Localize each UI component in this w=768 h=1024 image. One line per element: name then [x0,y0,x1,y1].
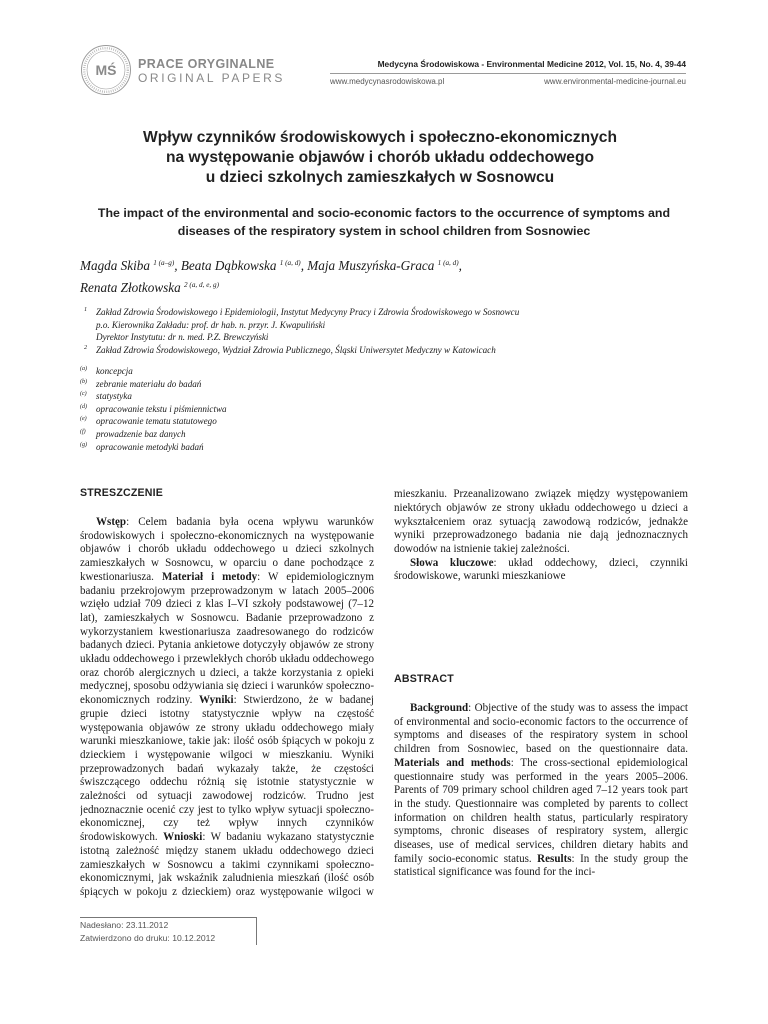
article-type-label [138,57,285,86]
author-separator: , [300,258,308,273]
role-key: (d) [80,403,87,410]
author-affiliation-sup: 1 (a, d) [437,259,459,267]
role-text: koncepcja [96,366,133,376]
header-rule [330,73,686,74]
title-pl-line: na występowanie objawów i chorób układu oddechowego [165,149,594,166]
abstract-part: : In the study group the statistical significance was found for the inci- [394,852,688,879]
role-key: (c) [80,391,87,398]
affiliation-director: Dyrektor Instytutu: dr n. med. P.Z. Brewczyński [96,332,269,343]
streszczenie-heading: STRESZCZENIE [80,487,164,499]
title-en-line: The impact of the environmental and socio-economic factors to the occurrence of symptoms and [97,206,671,220]
affiliation-text: Zakład Zdrowia Środowiskowego i Epidemiologii, Instytut Medycyny Pracy i Zdrowia Środowiskowego w Sosnowcu [96,307,520,317]
role-text: statystyka [96,391,132,402]
streszczenie-column-2 [394,488,688,628]
affiliation-head: p.o. Kierownika Zakładu: prof. dr hab. n. przyr. J. Kwapuliński [96,319,326,330]
abstract-part: : Objective of the study was to assess the impact of environmental and socio-economic factors to the occurrence of symptoms and diseases of the respiratory system in school children from Sosnowiec, based on the questionnaire data. [394,702,688,756]
label-wstep: Wstęp [96,516,127,528]
journal-header [330,58,686,87]
role-key: (b) [80,378,87,385]
author-contributions [80,365,380,453]
role-text: opracowanie tematu statutowego [96,416,217,427]
streszczenie-column-1 [80,516,374,900]
article-type-pl: PRACE ORYGINALNE [138,57,275,71]
received-date: Nadesłano: 23.11.2012 [80,920,169,930]
author-affiliation-sup: 1 (a, d) [279,259,301,267]
streszczenie-part: : W badaniu wykazano statystycznie istotną zależność między stanem układu oddechowego dzieci zamieszkałych w Sosnowcu a takimi czynnikami społeczno-ekonomicznymi, jak wskaźnik zaludnienia mieszkań (ilość osób śpiących w pokoju z dzieckiem) oraz występowanie wilgoci w [80,831,374,898]
abstract-heading: ABSTRACT [394,673,454,685]
author-name: Beata Dąbkowska [180,258,277,273]
role-text: opracowanie metodyki badań [96,441,204,452]
title-polish [100,128,660,188]
streszczenie-part: : W epidemiologicznym badaniu przekrojowym przeprowadzonym w latach 2005–2006 wzięło udział 709 dzieci z klas I–VI szkoły podstawowej (7–12 lat), zamieszkałych w Sosnowcu. Badanie przeprowadzono z wykorzystaniem kwestionariusza zaadresowanego do rodziców badanych dzieci. Pytania ankietowe dotyczyły objawów ze strony układu oddechowego i przewlekłych chorób układu oddechowego oraz chorób alergicznych u dzieci, a także korzystania z opieki medycznej, sposobu odżywiania się dzieci i warunków społeczno-ekonomicznych rodziny. [80,570,374,707]
title-en-line: diseases of the respiratory system in school children from Sosnowiec [177,224,591,238]
streszczenie-continuation [394,488,688,584]
label-results: Results [537,852,572,865]
title-english [80,204,688,240]
journal-logo-seal [80,44,132,96]
role-key: (g) [80,441,87,448]
journal-url-pl[interactable]: www.medycynasrodowiskowa.pl [330,77,445,86]
author-list [80,254,680,297]
affiliation-text: Zakład Zdrowia Środowiskowego, Wydział Zdrowia Publicznego, Śląski Uniwersytet Medyczny w Katowicach [96,344,496,355]
journal-title: Medycyna Środowiskowa - Environmental Medicine 2012, Vol. 15, No. 4, 39-44 [377,59,686,69]
role-key: (a) [80,366,87,372]
role-key: (f) [80,428,86,435]
affiliation-number: 1 [84,306,88,313]
logo-mark: MŚ [95,62,117,78]
label-keywords-continued: Słowa kluczowe [410,556,494,569]
abstract-text [394,702,688,902]
title-pl-line: Wpływ czynników środowiskowych i społeczno-ekonomicznych [143,129,617,146]
author-affiliation-sup: 1 (a–g) [153,259,175,267]
label-wyniki: Wyniki [199,694,234,707]
affiliation-number: 2 [84,343,88,351]
streszczenie-part-continued: mieszkaniu. Przeanalizowano związek między występowaniem niektórych objawów ze strony układu oddechowego u dzieci a wykształceniem oraz sytuacją zawodową rodziców, jednakże wyniki przeprowadzonego badania nie dają jednoznacznych dowodów na istnienie takiej zależności. [394,488,688,555]
abstract-part: : The cross-sectional epidemiological questionnaire study was performed in the years 2005–2006. Parents of 709 primary school children aged 7–12 years took part in the study. Questionnaire was completed by parents to collect information on children health status, particularly respiratory symptoms, chronic diseases of respiratory system, allergic diseases, use of medical services, children dietary habits and family socio-economic status. [394,756,688,865]
streszczenie-part: : Celem badania była ocena wpływu warunków środowiskowych i społeczno-ekonomicznych na występowanie objawów i chorób układu oddechowego u dzieci szkolnych zamieszkałych w Sosnowcu, w oparciu o dane pochodzące z kwestionariusza. [80,516,374,583]
label-background: Background [410,702,469,714]
author-name: Maja Muszyńska-Graca [307,258,435,273]
role-text: prowadzenie baz danych [96,428,186,439]
author-name: Renata Złotkowska [80,279,181,295]
article-type-en: ORIGINAL PAPERS [138,71,286,85]
role-key: (e) [80,416,87,423]
submission-dates [80,917,257,945]
title-pl-line: u dzieci szkolnych zamieszkałych w Sosnowcu [205,169,555,186]
streszczenie-text [80,516,374,900]
role-text: zebranie materiału do badań [96,378,202,389]
streszczenie-part: : Stwierdzono, że w badanej grupie dzieci istotny statystycznie wpływ na częstość występowania objawów ze strony układu oddechowego miały warunki mieszkaniowe, takie jak: ilość osób śpiących w pokoju z dzieckiem i występowanie wilgoci w mieszkaniu. Wyniki przeprowadzonych badań wykazały także, że częstości świszczącego oddechu różnią się istotnie statystycznie w zależności od sytuacji zawodowej rodziców. Trudno jest jednoznacznie ocenić czy jest to tylko wpływ sytuacji społeczno-ekonomicznej, czy też wpływ innych czynników środowiskowych. [80,694,374,844]
author-separator: , [174,258,181,273]
affiliations [80,306,680,356]
label-material: Materiał i metody [161,570,258,583]
keywords-text-continued: : układ oddechowy, dzieci, czynniki środowiskowe, warunki mieszkaniowe [394,556,688,583]
author-separator: , [458,258,462,273]
streszczenie-text [394,488,688,584]
author-affiliation-sup: 2 (a, d, e, g) [184,280,219,289]
label-wnioski: Wnioski [163,831,203,844]
label-materials-methods: Materials and methods [394,756,511,769]
journal-url-en[interactable]: www.environmental-medicine-journal.eu [544,77,686,86]
accepted-date: Zatwierdzono do druku: 10.12.2012 [80,933,216,943]
author-name: Magda Skiba [80,258,150,273]
role-text: opracowanie tekstu i piśmiennictwa [96,403,227,414]
